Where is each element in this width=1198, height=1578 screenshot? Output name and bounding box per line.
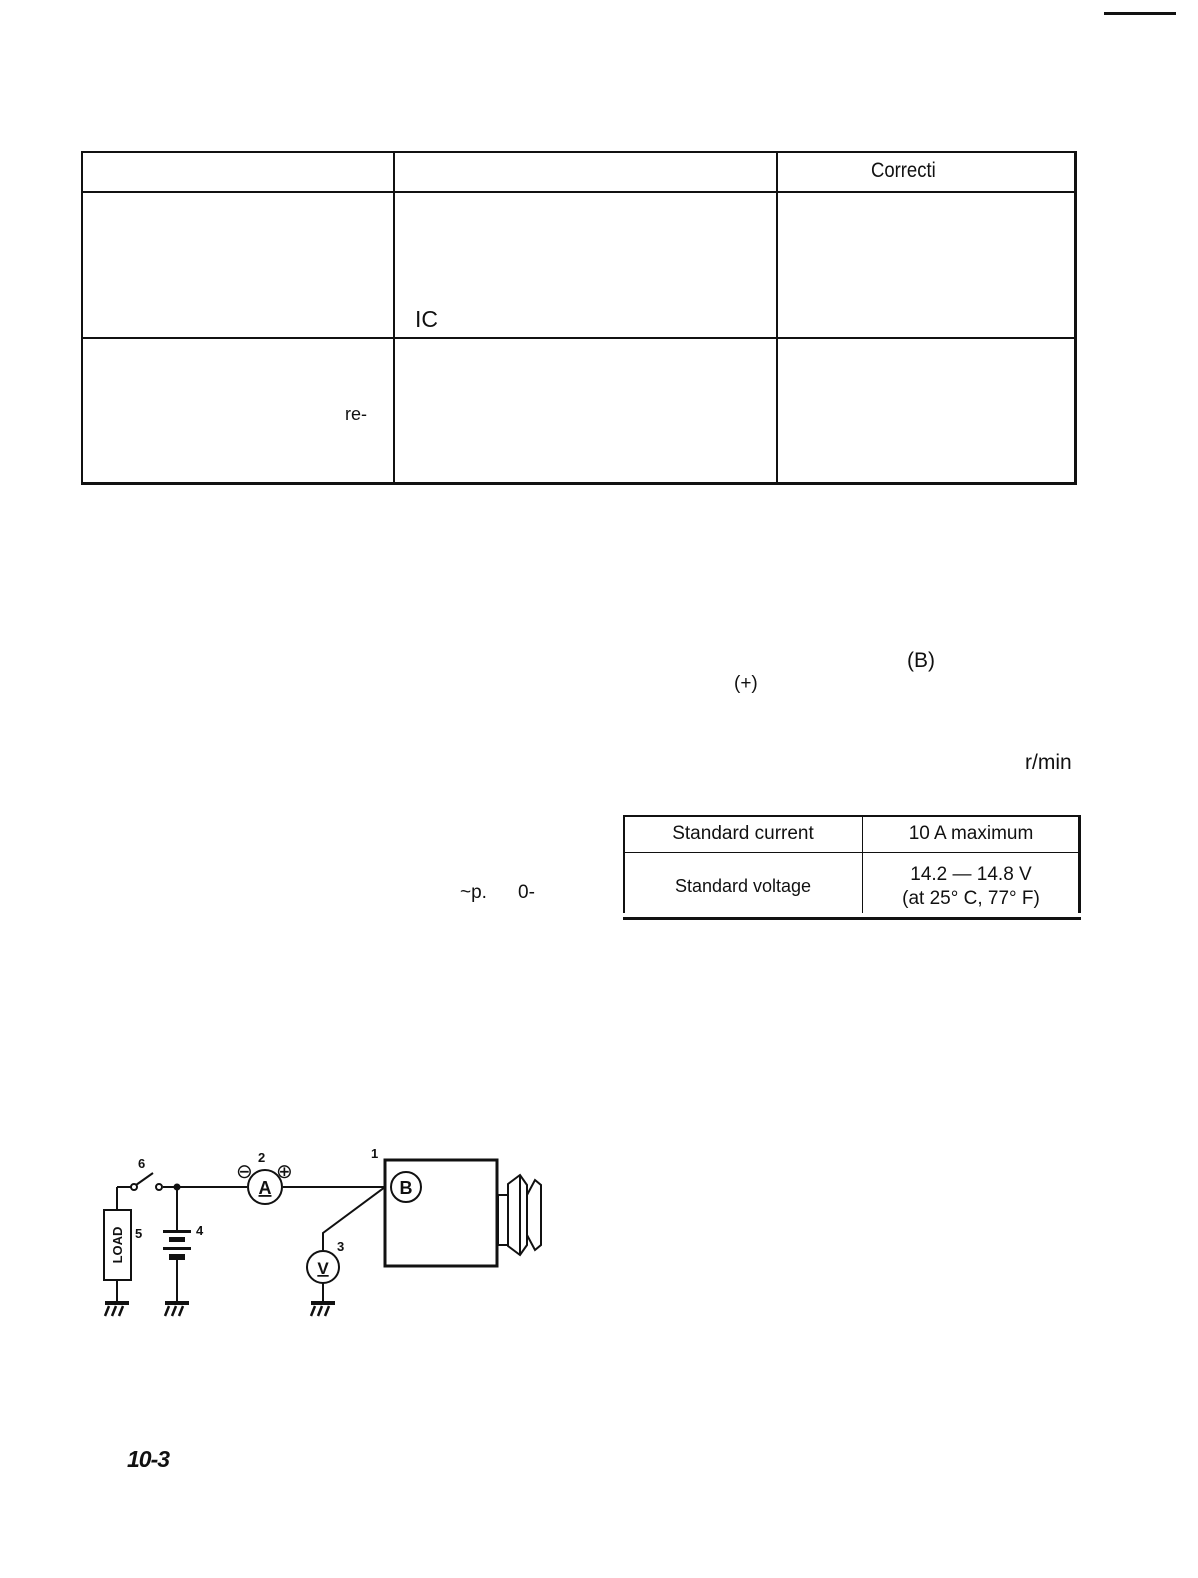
spec-col-divider: [862, 815, 863, 913]
callout-2: 2: [258, 1150, 266, 1165]
load-label: LOAD: [110, 1226, 125, 1264]
table-left-border: [81, 151, 83, 485]
plus-sign-text: (+): [734, 673, 758, 694]
spec-row-divider: [623, 852, 1081, 853]
callout-5: 5: [135, 1226, 143, 1241]
charging-spec-table: [623, 815, 1081, 920]
pulley-outline: [508, 1175, 541, 1255]
ground-hatch: [318, 1306, 322, 1316]
callout-1: 1: [371, 1146, 379, 1161]
battery-plate-4: [169, 1254, 185, 1260]
switch-contact-right: [156, 1184, 162, 1190]
spec-bottom-border: [623, 917, 1081, 920]
table-right-border: [1074, 151, 1077, 485]
page-ref-prefix: ~p.: [460, 882, 487, 903]
table-col-divider-1: [393, 151, 395, 485]
table-top-border: [81, 151, 1077, 153]
pulley-hub: [498, 1195, 508, 1245]
troubleshooting-table: [81, 151, 1077, 485]
battery-plate-3: [163, 1247, 191, 1250]
ground-hatch: [179, 1306, 183, 1316]
callout-4: 4: [196, 1223, 204, 1238]
header-correction-text: Correcti: [871, 159, 936, 182]
table-bottom-border: [81, 482, 1077, 485]
top-corner-rule: [1104, 12, 1176, 15]
standard-voltage-value-line2: (at 25° C, 77° F): [902, 888, 1040, 909]
ground-hatch: [105, 1306, 109, 1316]
standard-voltage-label: Standard voltage: [674, 876, 812, 896]
junction-dot: [174, 1184, 181, 1191]
spec-right-border: [1078, 815, 1081, 913]
table-row-divider: [81, 337, 1077, 339]
ammeter-plus-symbol: ⊕: [276, 1161, 293, 1183]
ammeter-minus-symbol: ⊖: [236, 1161, 253, 1183]
row1-ic-text: IC: [415, 306, 438, 332]
voltmeter-lead: [323, 1187, 385, 1250]
ground-hatch: [165, 1306, 169, 1316]
callout-3: 3: [337, 1239, 345, 1254]
standard-current-label: Standard current: [672, 823, 814, 844]
table-header-divider: [81, 191, 1077, 193]
terminal-b-text: (B): [907, 649, 935, 672]
spec-top-border: [623, 815, 1081, 817]
ammeter-symbol: A: [258, 1178, 272, 1198]
voltmeter-symbol: V: [317, 1259, 329, 1278]
standard-voltage-value-line1: 14.2 — 14.8 V: [910, 864, 1032, 885]
ground-hatch: [119, 1306, 123, 1316]
page-ref-suffix: 0-: [518, 882, 535, 903]
row2-re-text: re-: [345, 404, 367, 424]
charging-test-diagram: [95, 1140, 555, 1330]
terminal-b-symbol: B: [399, 1178, 413, 1198]
battery-plate-2: [169, 1237, 185, 1242]
ground-hatch: [325, 1306, 329, 1316]
page-number: 10-3: [127, 1446, 170, 1472]
ground-hatch: [311, 1306, 315, 1316]
switch-blade: [136, 1173, 153, 1185]
table-col-divider-2: [776, 151, 778, 485]
ground-hatch: [172, 1306, 176, 1316]
ground-hatch: [112, 1306, 116, 1316]
battery-plate-1: [163, 1230, 191, 1233]
standard-current-value: 10 A maximum: [908, 823, 1034, 844]
callout-6: 6: [138, 1156, 146, 1171]
rpm-unit-text: r/min: [1025, 751, 1072, 774]
